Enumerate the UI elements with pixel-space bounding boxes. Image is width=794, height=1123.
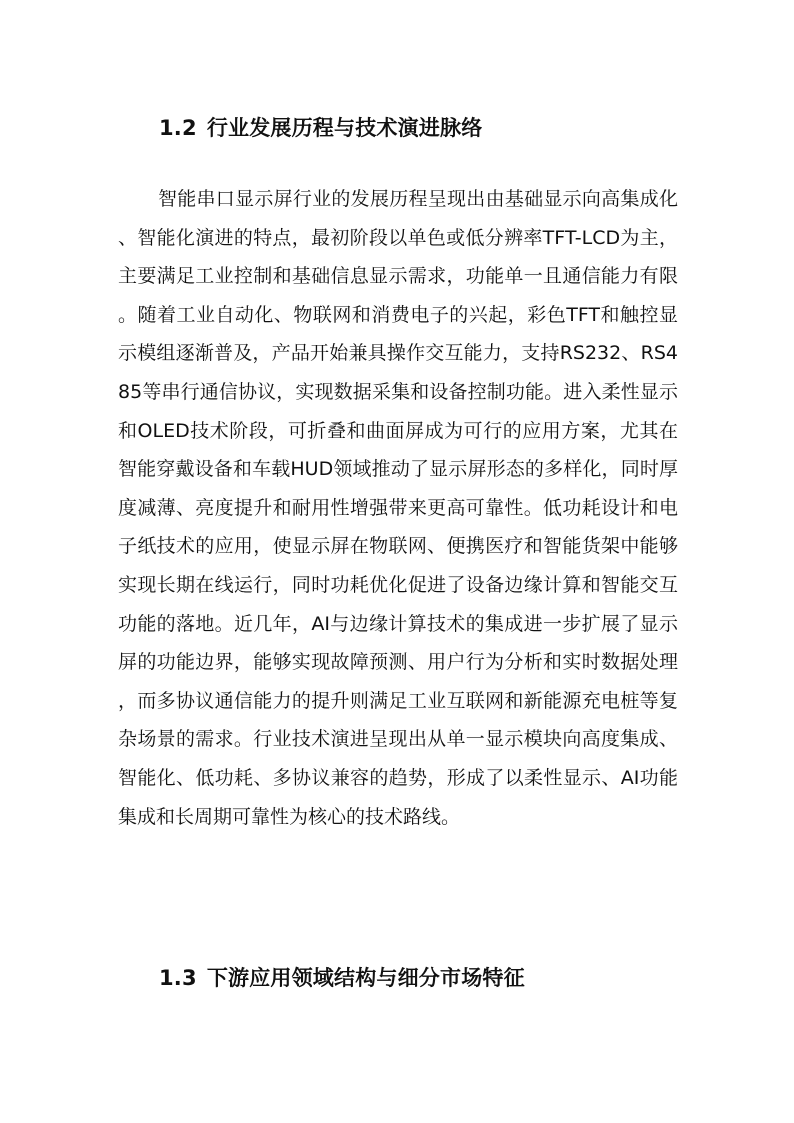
section-number: 1.3: [159, 966, 197, 990]
section-heading-1-3: [159, 963, 525, 993]
section-heading-1-2: [159, 113, 482, 143]
section-number: 1.2: [159, 116, 197, 140]
section-title: 行业发展历程与技术演进脉络: [206, 116, 483, 140]
section-title: 下游应用领域结构与细分市场特征: [206, 966, 525, 990]
body-paragraph: 智能串口显示屏行业的发展历程呈现出由基础显示向高集成化、智能化演进的特点，最初阶段以单色或低分辨率TFT-LCD为主，主要满足工业控制和基础信息显示需求，功能单一且通信能力有限。随着工业自动化、物联网和消费电子的兴起，彩色TFT和触控显示模组逐渐普及，产品开始兼具操作交互能力，支持RS232、RS485等串行通信协议，实现数据采集和设备控制功能。进入柔性显示和OLED技术阶段，可折叠和曲面屏成为可行的应用方案，尤其在智能穿戴设备和车载HUD领域推动了显示屏形态的多样化，同时厚度减薄、亮度提升和耐用性增强带来更高可靠性。低功耗设计和电子纸技术的应用，使显示屏在物联网、便携医疗和智能货架中能够实现长期在线运行，同时功耗优化促进了设备边缘计算和智能交互功能的落地。近几年，AI与边缘计算技术的集成进一步扩展了显示屏的功能边界，能够实现故障预测、用户行为分析和实时数据处理，而多协议通信能力的提升则满足工业互联网和新能源充电桩等复杂场景的需求。行业技术演进呈现出从单一显示模块向高度集成、智能化、低功耗、多协议兼容的趋势，形成了以柔性显示、AI功能集成和长周期可靠性为核心的技术路线。: [118, 188, 678, 828]
